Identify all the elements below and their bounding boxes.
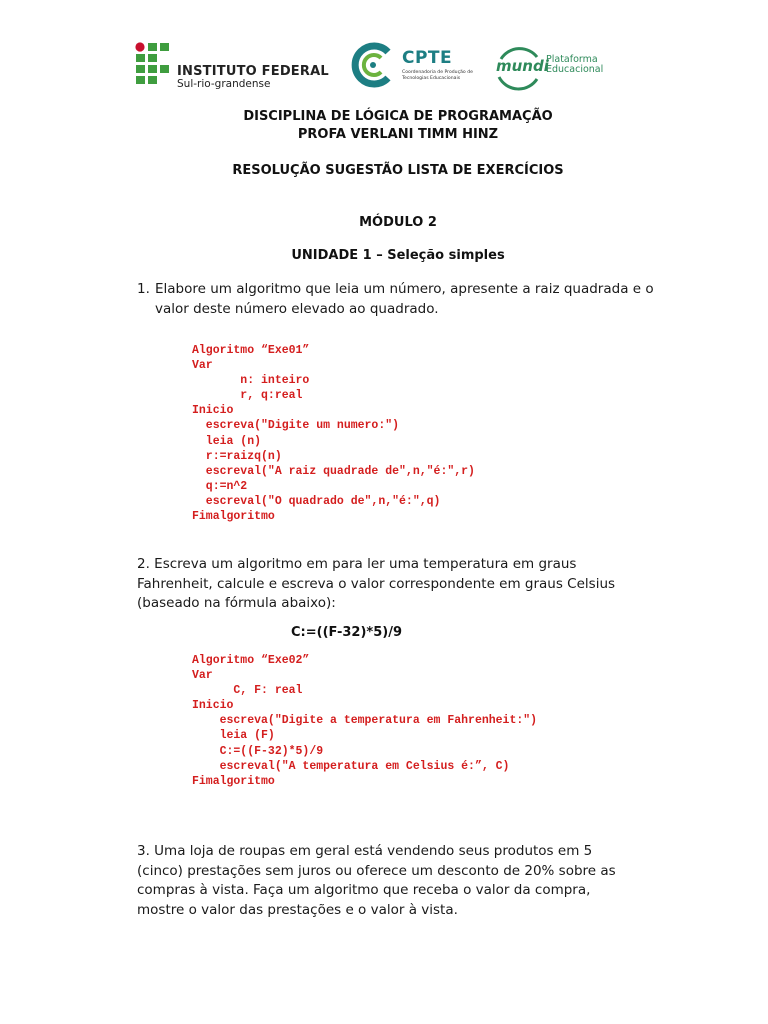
if-grid-icon <box>135 42 173 84</box>
if-logo-title: INSTITUTO FEDERAL <box>177 64 329 79</box>
if-logo-subtitle: Sul-rio-grandense <box>177 78 271 90</box>
cpte-name: CPTE <box>402 48 453 68</box>
discipline-title: DISCIPLINA DE LÓGICA DE PROGRAMAÇÃO <box>243 109 553 124</box>
exercise-3-text: 3. Uma loja de roupas em geral está vendendo seus produtos em 5 (cinco) prestações sem juros ou oferece um desconto de 20% sobre as compras à vista. Faça um algoritmo que receba o valor da compra, mostre o valor das prestações e o valor à vista. <box>137 843 616 918</box>
mundi-name: mundi <box>496 57 549 75</box>
mundi-tagline <box>546 55 603 75</box>
exercise-2-code: Algoritmo “Exe02” Var C, F: real Inicio escreva("Digite a temperatura em Fahrenheit:") leia (F) C:=((F-32)*5)/9 escreval("A temperatura em Celsius é:”, C) Fimalgoritmo <box>192 654 538 788</box>
module-title: MÓDULO 2 <box>359 215 437 230</box>
exercise-2-formula: C:=((F-32)*5)/9 <box>291 625 403 640</box>
exercise-1-text: Elabore um algoritmo que leia um número, apresente a raiz quadrada e o valor deste número elevado ao quadrado. <box>155 281 654 317</box>
cpte-subtitle: Coordenadoria de Produção de Tecnologias Educacionais <box>402 70 473 81</box>
mundi-tagline-line1: Plataforma <box>546 54 598 65</box>
cpte-mark-icon <box>350 42 396 88</box>
mundi-tagline-line2: Educacional <box>546 64 604 75</box>
resolution-title: RESOLUÇÃO SUGESTÃO LISTA DE EXERCÍCIOS <box>232 163 564 178</box>
exercise-1-code: Algoritmo “Exe01” Var n: inteiro r, q:real Inicio escreva("Digite um numero:") leia (n) r:=raizq(n) escreval("A raiz quadrade de",n,"é:",r) q:=n^2 escreval("O quadrado de",n,"é:",q) Fimalgoritmo <box>192 344 475 524</box>
exercise-2-text: 2. Escreva um algoritmo em para ler uma temperatura em graus Fahrenheit, calcule e escreva o valor correspondente em graus Celsius (baseado na fórmula abaixo): <box>137 556 616 611</box>
exercise-1-number: 1. <box>137 281 150 297</box>
if-logo-text <box>177 64 329 90</box>
teacher-name: PROFA VERLANI TIMM HINZ <box>297 127 499 142</box>
header-logos <box>0 40 768 100</box>
unit-title: UNIDADE 1 – Seleção simples <box>291 248 505 263</box>
